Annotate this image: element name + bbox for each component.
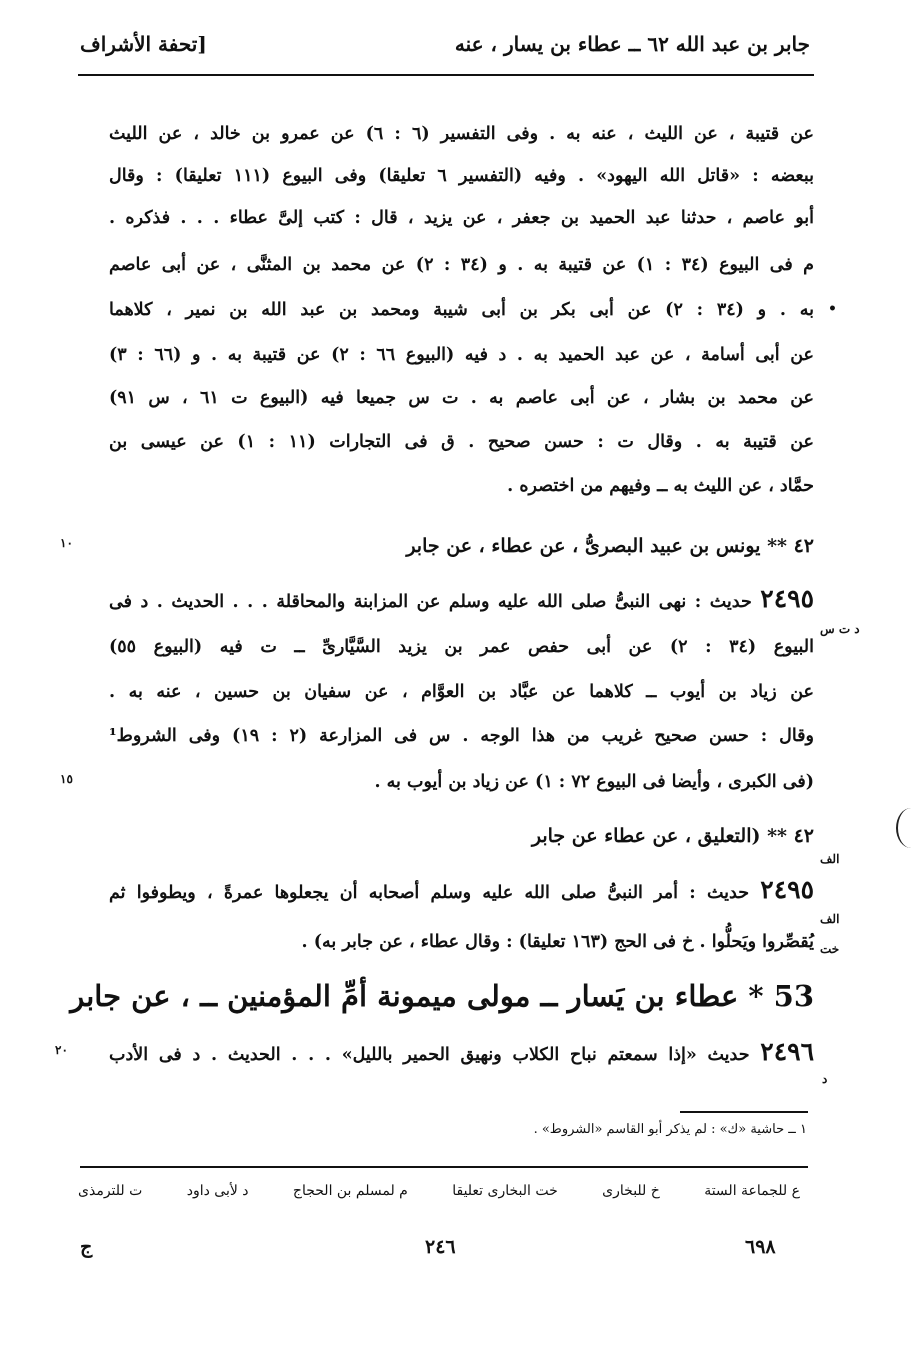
abbreviation-item: خت البخارى تعليقا [452, 1183, 558, 1199]
margin-sigla: د ت س [820, 622, 860, 636]
margin-sigla: خت [820, 942, 840, 956]
hadith-text: حديث : نهى النبىُّ صلى الله عليه وسلم عن المزابنة والمحاقلة . . . الحديث . د فى [109, 592, 752, 612]
margin-sigla: الف [820, 912, 840, 926]
abbreviations-rule [80, 1166, 808, 1168]
running-header [80, 32, 810, 66]
hadith-line [109, 876, 814, 907]
hadith-line [109, 1038, 814, 1069]
line-number: ٢٠ [55, 1043, 68, 1057]
text-line: أبو عاصم ، حدثنا عبد الحميد بن جعفر ، عن يزيد ، قال : كتب إلىَّ عطاء . . . فذكره . [109, 208, 814, 228]
hadith-line [109, 585, 814, 616]
entry-heading [109, 532, 814, 560]
margin-sigla: الف [820, 852, 840, 866]
entry-prefix: ٤٢ ** [760, 535, 814, 557]
hadith-number: ٢٤٩٥ [760, 875, 815, 904]
header-rule [78, 74, 814, 76]
footnote: ١ ــ حاشية «ك» : لم يذكر أبو القاسم «الشروط» . [533, 1122, 807, 1137]
text-line: وقال : حسن صحيح غريب من هذا الوجه . س فى المزارعة (٢ : ١٩) وفى الشروط¹ [109, 726, 814, 746]
hadith-text: حديث : أمر النبىُّ صلى الله عليه وسلم أصحابه أن يجعلوها عمرةً ، ويطوفوا ثم [109, 883, 750, 903]
hadith-text: حديث «إذا سمعتم نباح الكلاب ونهيق الحمير بالليل» . . . الحديث . د فى الأدب [109, 1045, 750, 1065]
text-line: عن زياد بن أيوب ــ كلاهما عن عبَّاد بن العوَّام ، عن سفيان بن حسين ، عنه به . [109, 682, 814, 702]
margin-sigla: د [822, 1072, 828, 1086]
margin-dot: • [828, 301, 837, 317]
entry-heading [109, 822, 814, 850]
text-line: به . و (٣٤ : ٢) عن أبى بكر بن أبى شيبة ومحمد بن عبد الله بن نمير ، كلاهما [109, 300, 814, 320]
text-line: عن قتيبة ، عن الليث ، عنه به . وفى التفسير (٦ : ٦) عن عمرو بن خالد ، عن الليث [109, 124, 814, 144]
abbreviations-key [78, 1183, 800, 1199]
entry-prefix: ٤٢ ** [760, 825, 814, 847]
entry-prefix: 53 * [738, 979, 814, 1013]
abbreviation-item: خ للبخارى [602, 1183, 660, 1199]
entry-title: يونس بن عبيد البصرىُّ ، عن عطاء ، عن جابر [406, 535, 761, 557]
volume-page-number: ٢٤٦ [425, 1236, 456, 1258]
header-title: جابر بن عبد الله ٦٢ ــ عطاء بن يسار ، عنه [454, 32, 810, 56]
abbreviation-item: ع للجماعة الستة [704, 1183, 800, 1199]
line-number: ١٥ [60, 772, 73, 786]
entry-title: عطاء بن يَسار ــ مولى ميمونة أمِّ المؤمنين ــ ، عن جابر [70, 979, 739, 1013]
text-line: حمَّاد ، عن الليث به ــ وفيهم من اختصره . [507, 476, 814, 496]
abbreviation-item: د لأبى داود [186, 1183, 249, 1199]
text-line: عن أبى أسامة ، عن عبد الحميد به . د فيه (البيوع ٦٦ : ٢) عن قتيبة به . و (٦٦ : ٣) [109, 345, 815, 365]
margin-bracket [896, 808, 919, 848]
hadith-number: ٢٤٩٥ [760, 584, 815, 613]
text-line: عن محمد بن بشار ، عن أبى عاصم به . ت س جميعا فيه (البيوع ت ٦١ ، س ٩١) [109, 388, 814, 408]
signature-mark: ج [80, 1236, 93, 1258]
hadith-number: ٢٤٩٦ [760, 1037, 814, 1066]
entry-heading [70, 979, 814, 1013]
abbreviation-item: ت للترمذى [78, 1183, 143, 1199]
footnote-rule [680, 1111, 808, 1113]
entry-title: (التعليق ، عن عطاء عن جابر [531, 825, 761, 847]
page-number: ٦٩٨ [745, 1236, 776, 1258]
text-line: م فى البيوع (٣٤ : ١) عن قتيبة به . و (٣٤ : ٢) عن محمد بن المثنَّى ، عن أبى عاصم [109, 255, 814, 275]
text-line: البيوع (٣٤ : ٢) عن أبى حفص عمر بن يزيد السَّيَّارىِّ ــ ت فيه (البيوع ٥٥) [109, 637, 814, 657]
line-number: ١٠ [60, 536, 73, 550]
text-line: عن قتيبة به . وقال ت : حسن صحيح . ق فى التجارات (١١ : ١) عن عيسى بن [109, 432, 814, 452]
text-line: ببعضه : «قاتل الله اليهود» . وفيه (التفسير ٦ تعليقا) وفى البيوع (١١١ تعليقا) : وقال [109, 166, 814, 186]
text-line: يُقصِّروا ويَحلُّوا . خ فى الحج (١٦٣ تعليقا) : وقال عطاء ، عن جابر به) . [301, 932, 814, 952]
text-line: (فى الكبرى ، وأيضا فى البيوع ٧٢ : ١) عن زياد بن أيوب به . [374, 772, 814, 792]
abbreviation-item: م لمسلم بن الحجاج [292, 1183, 408, 1199]
header-book-name: [تحفة الأشراف [80, 32, 207, 56]
